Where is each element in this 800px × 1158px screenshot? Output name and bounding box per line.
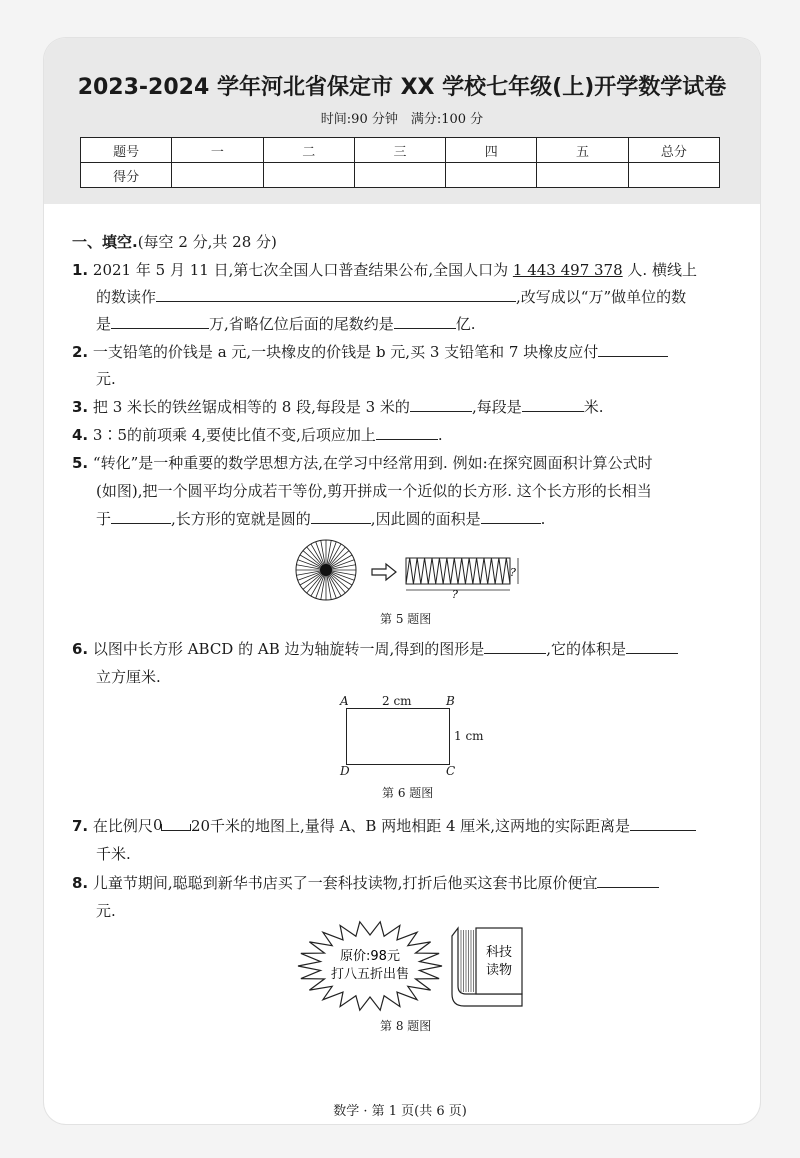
width-label: 2 cm bbox=[382, 694, 412, 708]
score-cell: 题号 bbox=[81, 138, 172, 163]
question-text: . bbox=[437, 426, 443, 444]
book-title-line-1: 科技 bbox=[485, 945, 513, 960]
figure-5-caption: 第 5 题图 bbox=[380, 612, 432, 626]
book-title-line-2: 读物 bbox=[485, 963, 513, 978]
question-number: 5. bbox=[72, 454, 89, 472]
section-title: 一、填空. bbox=[72, 233, 138, 251]
question-text: 万,省略亿位后面的尾数约是 bbox=[209, 315, 394, 333]
answer-blank[interactable] bbox=[410, 397, 472, 412]
question-7-line-1 bbox=[72, 816, 696, 836]
score-table-row bbox=[81, 138, 720, 163]
score-cell: 总分 bbox=[628, 138, 719, 163]
answer-blank[interactable] bbox=[111, 314, 209, 329]
score-cell: 一 bbox=[172, 138, 263, 163]
answer-blank[interactable] bbox=[597, 873, 659, 888]
answer-blank[interactable] bbox=[626, 639, 678, 654]
score-table bbox=[80, 137, 720, 188]
question-text: 一支铅笔的价钱是 a 元,一块橡皮的价钱是 b 元,买 3 支铅笔和 7 块橡皮应付 bbox=[92, 343, 599, 361]
divided-circle bbox=[296, 540, 356, 600]
exam-meta: 时间:90 分钟 满分:100 分 bbox=[320, 112, 484, 127]
question-5-line-2: (如图),把一个圆平均分成若干等份,剪开拼成一个近似的长方形. 这个长方形的长相当 bbox=[96, 482, 652, 500]
question-text: ,改写成以“万”做单位的数 bbox=[516, 288, 687, 306]
page-footer: 数学 · 第 1 页(共 6 页) bbox=[333, 1104, 467, 1119]
question-number: 4. bbox=[72, 426, 89, 444]
question-text: 于 bbox=[96, 510, 112, 528]
question-text: 以图中长方形 ABCD 的 AB 边为轴旋转一周,得到的图形是 bbox=[92, 640, 485, 658]
question-number: 1. bbox=[72, 261, 89, 279]
question-text: ,它的体积是 bbox=[546, 640, 627, 658]
question-1-line-3 bbox=[96, 314, 476, 334]
question-text: 3∶5的前项乘 4,要使比值不变,后项应加上 bbox=[92, 426, 376, 444]
question-5-line-1 bbox=[72, 453, 653, 473]
scale-zero: 0 bbox=[152, 816, 163, 834]
circle-to-rectangle-figure bbox=[292, 538, 532, 602]
question-number: 7. bbox=[72, 817, 89, 835]
scale-bar-line bbox=[161, 824, 191, 831]
answer-blank[interactable] bbox=[394, 314, 456, 329]
scale-value: 20千米 bbox=[190, 817, 241, 835]
score-input-cell[interactable] bbox=[263, 163, 354, 188]
arrow-icon bbox=[372, 564, 396, 580]
answer-blank[interactable] bbox=[598, 342, 668, 357]
question-text: 2021 年 5 月 11 日,第七次全国人口普查结果公布,全国人口为 bbox=[92, 261, 509, 279]
question-8-line-1 bbox=[72, 873, 659, 893]
score-cell: 三 bbox=[354, 138, 445, 163]
answer-blank[interactable] bbox=[484, 639, 546, 654]
discount-text: 打八五折出售 bbox=[330, 967, 410, 982]
vertex-c-label: C bbox=[446, 764, 456, 778]
question-text: 在比例尺 bbox=[92, 817, 153, 835]
score-table-row bbox=[81, 163, 720, 188]
question-3 bbox=[72, 397, 604, 417]
question-1-line-1 bbox=[72, 260, 697, 280]
answer-blank[interactable] bbox=[111, 509, 171, 524]
question-text: ,长方形的宽就是圆的 bbox=[171, 510, 311, 528]
answer-blank[interactable] bbox=[522, 397, 584, 412]
figure-8-caption: 第 8 题图 bbox=[380, 1019, 432, 1033]
question-text: 人. 横线上 bbox=[627, 261, 697, 279]
question-text: 米. bbox=[583, 398, 604, 416]
question-text: 儿童节期间,聪聪到新华书店买了一套科技读物,打折后他买这套书比原价便宜 bbox=[92, 874, 598, 892]
score-input-cell[interactable] bbox=[354, 163, 445, 188]
approx-rectangle bbox=[406, 558, 510, 584]
price-burst bbox=[298, 922, 442, 1010]
figure-6-caption: 第 6 题图 bbox=[382, 786, 434, 800]
question-text: 的数读作 bbox=[96, 288, 157, 306]
scale-bar bbox=[152, 816, 191, 834]
section-heading bbox=[72, 232, 277, 252]
height-label: 1 cm bbox=[454, 729, 484, 743]
question-5-line-3 bbox=[96, 509, 545, 529]
question-7-line-2: 千米. bbox=[96, 845, 131, 863]
vertex-a-label: A bbox=[340, 694, 349, 708]
exam-title: 2023-2024 学年河北省保定市 XX 学校七年级(上)开学数学试卷 bbox=[77, 75, 727, 100]
height-question-mark: ? bbox=[510, 566, 516, 579]
question-text: 是 bbox=[96, 315, 112, 333]
book-icon bbox=[452, 928, 522, 1006]
question-4 bbox=[72, 425, 443, 445]
question-1-line-2 bbox=[96, 287, 686, 307]
score-input-cell[interactable] bbox=[172, 163, 263, 188]
vertex-b-label: B bbox=[446, 694, 455, 708]
answer-blank[interactable] bbox=[481, 509, 541, 524]
score-cell: 四 bbox=[446, 138, 537, 163]
question-text: 的地图上,量得 A、B 两地相距 4 厘米,这两地的实际距离是 bbox=[240, 817, 631, 835]
question-number: 6. bbox=[72, 640, 89, 658]
question-text: “转化”是一种重要的数学思想方法,在学习中经常用到. 例如:在探究圆面积计算公式时 bbox=[92, 454, 653, 472]
question-text: 把 3 米长的铁丝锯成相等的 8 段,每段是 3 米的 bbox=[92, 398, 410, 416]
score-input-cell[interactable] bbox=[537, 163, 628, 188]
question-number: 2. bbox=[72, 343, 89, 361]
score-cell: 五 bbox=[537, 138, 628, 163]
population-value: 1 443 497 378 bbox=[512, 261, 623, 279]
score-input-cell[interactable] bbox=[628, 163, 719, 188]
question-8-line-2: 元. bbox=[96, 902, 116, 920]
original-price-text: 原价:98元 bbox=[340, 949, 400, 964]
answer-blank[interactable] bbox=[156, 287, 516, 302]
question-6-line-2: 立方厘米. bbox=[96, 668, 161, 686]
answer-blank[interactable] bbox=[311, 509, 371, 524]
question-text: 亿. bbox=[455, 315, 476, 333]
score-cell: 二 bbox=[263, 138, 354, 163]
question-6-line-1 bbox=[72, 639, 678, 659]
section-note: (每空 2 分,共 28 分) bbox=[137, 233, 277, 251]
question-2-line-1 bbox=[72, 342, 668, 362]
score-input-cell[interactable] bbox=[446, 163, 537, 188]
question-number: 8. bbox=[72, 874, 89, 892]
question-text: ,每段是 bbox=[471, 398, 522, 416]
discount-figure bbox=[296, 920, 536, 1012]
answer-blank[interactable] bbox=[376, 425, 438, 440]
question-number: 3. bbox=[72, 398, 89, 416]
score-cell: 得分 bbox=[81, 163, 172, 188]
length-question-mark: ? bbox=[452, 588, 458, 601]
rectangle-abcd bbox=[346, 708, 450, 765]
question-text: . bbox=[540, 510, 546, 528]
question-text: ,因此圆的面积是 bbox=[370, 510, 481, 528]
vertex-d-label: D bbox=[340, 764, 350, 778]
question-2-line-2: 元. bbox=[96, 370, 116, 388]
answer-blank[interactable] bbox=[630, 816, 696, 831]
